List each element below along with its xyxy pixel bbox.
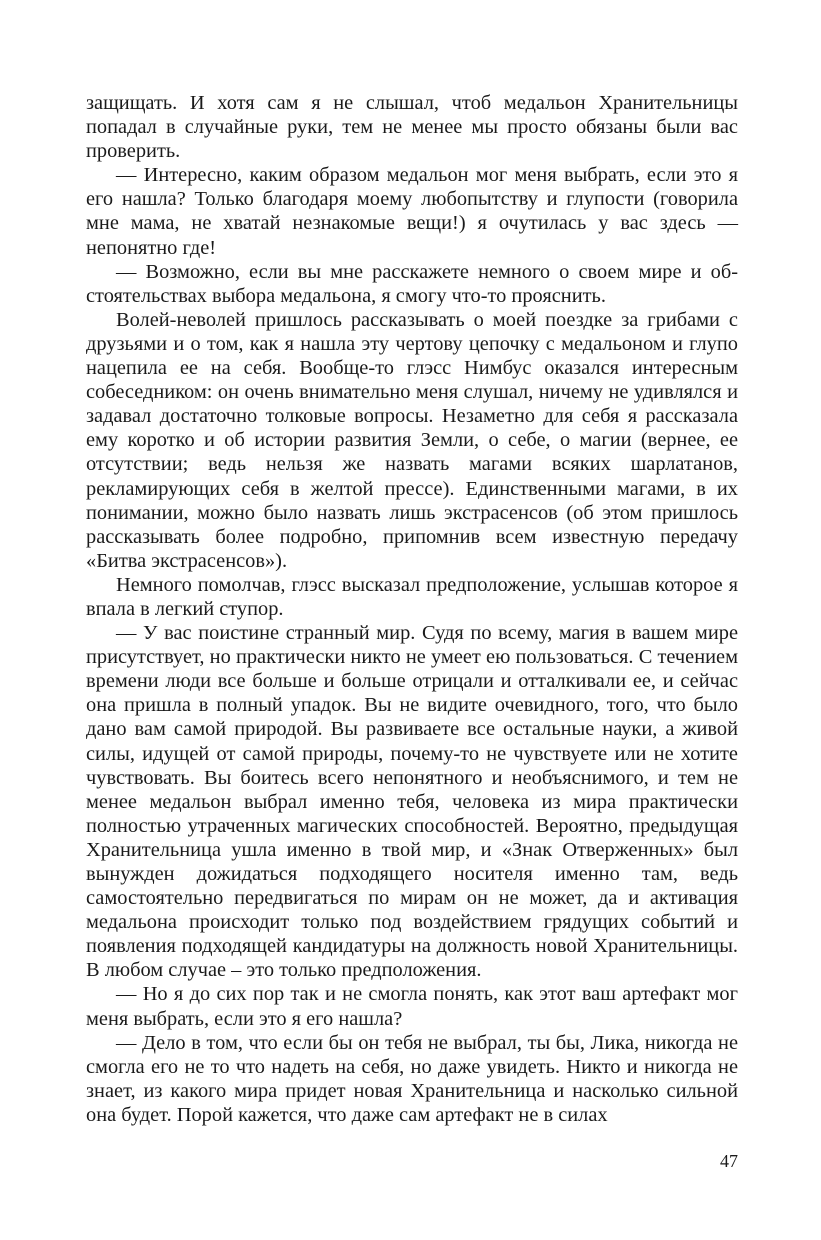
paragraph-3: — Возможно, если вы мне расскажете немного о своем мире и обстоятельствах выбора медальона, я смогу что-то прояснить. <box>86 260 738 307</box>
page-text <box>86 91 738 1127</box>
paragraph-2: — Интересно, каким образом медальон мог меня выбрать, если это я его нашла? Только благодаря моему любопытству и глупости (говорила мне мама, не хватай незнакомые вещи!) я очутилась у вас здесь — непонятно где! <box>86 164 738 259</box>
paragraph-8: — Дело в том, что если бы он тебя не выбрал, ты бы, Лика, никогда не смогла его не то что надеть на себя, но даже увидеть. Никто и никогда не знает, из какого мира придет новая Хранительница и насколько сильной она будет. Порой кажется, что даже сам артефакт не в силах <box>86 1031 738 1126</box>
paragraph-6: — У вас поистине странный мир. Судя по всему, магия в вашем мире присутствует, но практически никто не умеет ею пользоваться. С течением времени люди все больше и больше отрицали и отталкивали ее, и сейчас она пришла в полный упадок. Вы не видите очевидного, того, что было дано вам самой природой. Вы развиваете все остальные науки, а живой силы, идущей от самой природы, почему-то не чувствуете или не хотите чувствовать. Вы боитесь всего непонятного и необъяснимого, и тем не менее медальон выбрал именно тебя, человека из мира практически полностью утраченных магических способностей. Вероятно, предыдущая Хранительница ушла именно в твой мир, и «Знак Отверженных» был вынужден дожидаться подходящего носителя именно там, ведь самостоятельно передвигаться по мирам он не может, да и активация медальона происходит только под воздействием грядущих событий и появления подходящей кандидатуры на должность новой Хранительницы. В любом случае – это только предположения. <box>86 622 738 982</box>
paragraph-5: Немного помолчав, глэсс высказал предположение, услышав которое я впала в легкий ступор. <box>86 573 738 620</box>
paragraph-1: защищать. И хотя сам я не слышал, чтоб медальон Хранительницы попадал в случайные руки, тем не менее мы просто обязаны были вас проверить. <box>86 92 738 163</box>
paragraph-7: — Но я до сих пор так и не смогла понять, как этот ваш артефакт мог меня выбрать, если это я его нашла? <box>86 983 738 1030</box>
paragraph-4: Волей-неволей пришлось рассказывать о моей поездке за грибами с друзьями и о том, как я нашла эту чертову цепочку с медальоном и глупо нацепила ее на себя. Вообще-то глэсс Нимбус оказался интересным собеседником: он очень внимательно меня слушал, ничему не удивлялся и задавал достаточно толковые вопросы. Незаметно для себя я рассказала ему коротко и об истории развития Земли, о себе, о магии (вернее, ее отсутствии; ведь нельзя же назвать магами всяких шарлатанов, рекламирующих себя в желтой прессе). Единственными магами, в их понимании, можно было назвать лишь экстрасенсов (об этом пришлось рассказывать более подробно, припомнив всем известную передачу «Битва экстрасенсов»). <box>86 308 738 572</box>
page-number: 47 <box>720 1151 738 1171</box>
